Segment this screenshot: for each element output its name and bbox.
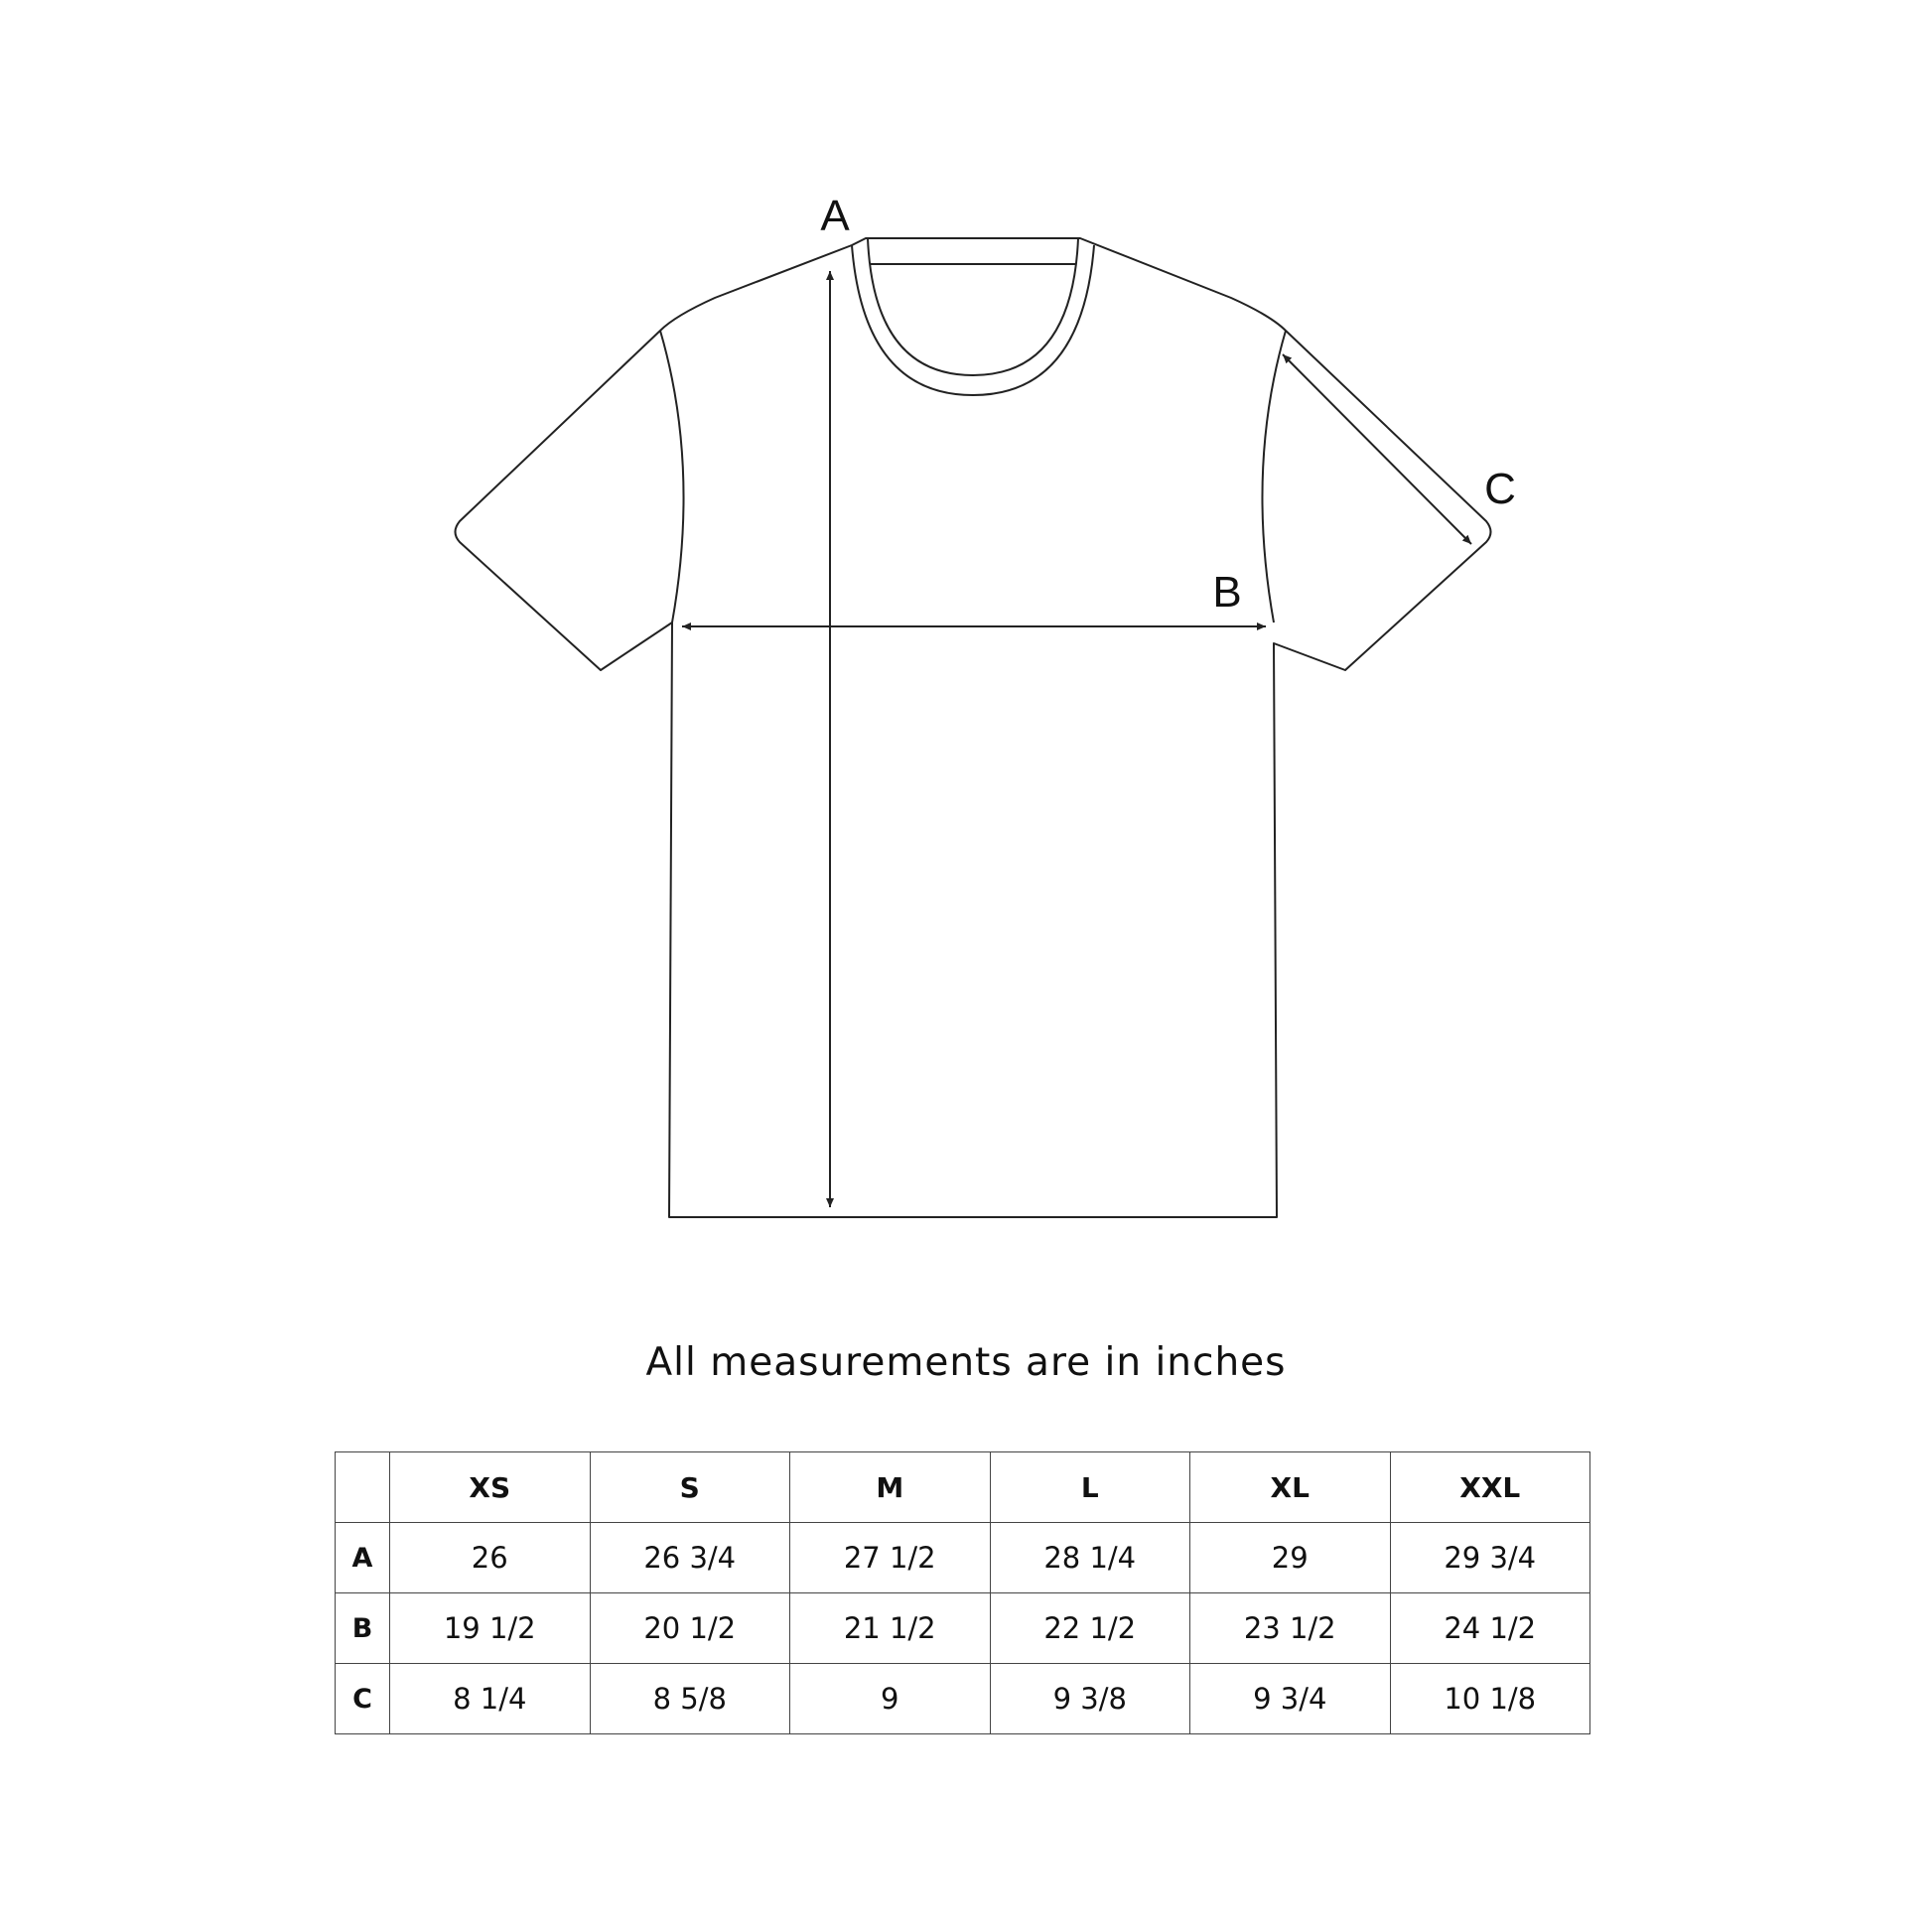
table-cell: 9 3/8 [990,1664,1190,1734]
table-cell: 24 1/2 [1390,1593,1590,1664]
table-cell: 22 1/2 [990,1593,1190,1664]
table-cell: 21 1/2 [790,1593,991,1664]
row-header: A [336,1523,390,1593]
table-cell: 9 [790,1664,991,1734]
label-b: B [1212,568,1242,617]
table-cell: 19 1/2 [390,1593,591,1664]
table-row [336,1664,1590,1734]
label-a: A [820,192,850,240]
right-armhole-seam [1262,331,1286,622]
table-cell: 29 3/4 [1390,1523,1590,1593]
size-chart-table [335,1451,1590,1734]
tshirt-outline [456,238,1491,1217]
table-cell: 10 1/8 [1390,1664,1590,1734]
table-row [336,1593,1590,1664]
corner-cell [336,1452,390,1523]
collar-inner [868,238,1078,375]
table-cell: 8 5/8 [590,1664,790,1734]
table-cell: 23 1/2 [1190,1593,1391,1664]
table-cell: 28 1/4 [990,1523,1190,1593]
column-header: XL [1190,1452,1391,1523]
row-header: B [336,1593,390,1664]
measure-c-arrow [1283,354,1471,544]
table-cell: 29 [1190,1523,1391,1593]
column-header: M [790,1452,991,1523]
table-cell: 27 1/2 [790,1523,991,1593]
table-cell: 8 1/4 [390,1664,591,1734]
row-header: C [336,1664,390,1734]
left-armhole-seam [660,331,684,622]
collar-outer [852,245,1094,395]
table-cell: 9 3/4 [1190,1664,1391,1734]
table-cell: 26 3/4 [590,1523,790,1593]
table-header-row [336,1452,1590,1523]
column-header: XS [390,1452,591,1523]
label-c: C [1484,465,1516,513]
table-cell: 20 1/2 [590,1593,790,1664]
table-row [336,1523,1590,1593]
table-cell: 26 [390,1523,591,1593]
column-header: L [990,1452,1190,1523]
column-header: XXL [1390,1452,1590,1523]
column-header: S [590,1452,790,1523]
measurement-unit-caption: All measurements are in inches [645,1340,1287,1385]
